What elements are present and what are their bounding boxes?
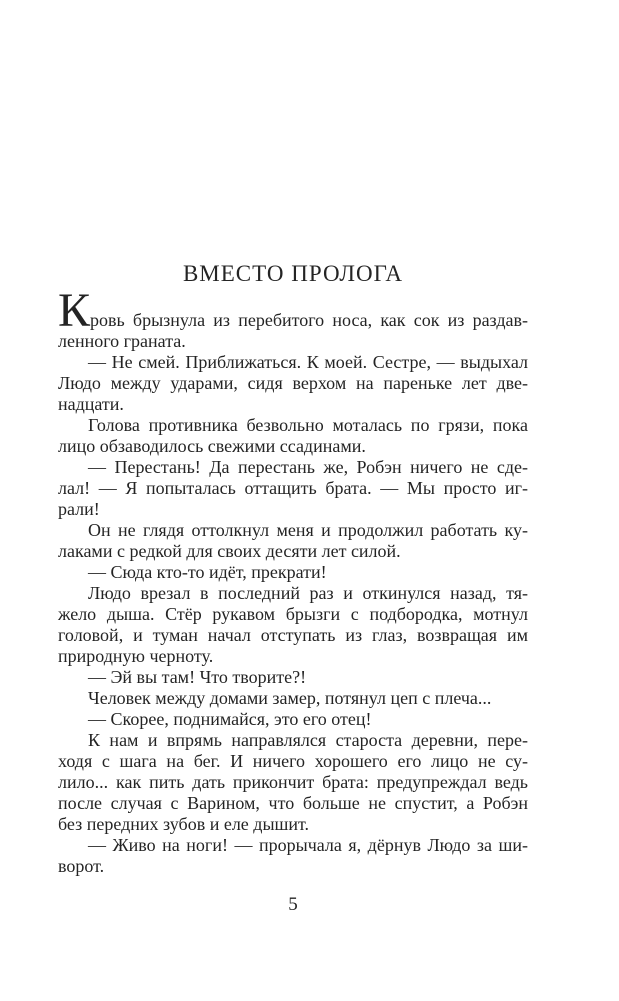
text-line: ходя с шага на бег. И ничего хорошего его лицо не су- <box>58 751 528 771</box>
text-line: Людо между ударами, сидя верхом на пареньке лет две- <box>58 373 528 393</box>
text-line: Человек между домами замер, потянул цеп с плеча... <box>88 688 492 708</box>
text-line: — Эй вы там! Что творите?! <box>88 667 307 687</box>
text-line: — Сюда кто-то идёт, прекрати! <box>88 562 327 582</box>
text-line: Голова противника безвольно моталась по грязи, пока <box>88 415 528 435</box>
text-line: Кровь брызнула из перебитого носа, как сок из раздав- <box>58 284 528 337</box>
text-line: надцати. <box>58 394 124 414</box>
paragraph <box>58 835 528 877</box>
paragraph <box>58 352 528 415</box>
text-line: — Не смей. Приближаться. К моей. Сестре, — выдыхал <box>88 352 528 372</box>
text-line: головой, и туман начал отступать из глаз, возвращая им <box>58 625 528 645</box>
text-line: ворот. <box>58 856 105 876</box>
text-line: после случая с Варином, что больше не спустит, а Робэн <box>58 793 528 813</box>
paragraph <box>58 415 528 457</box>
text-line: природную черноту. <box>58 646 214 666</box>
text-line: лаками с редкой для своих десяти лет силой. <box>58 541 401 561</box>
text-line: лило... как пить дать прикончит брата: предупреждал ведь <box>58 772 528 792</box>
paragraph <box>58 688 528 709</box>
text-line: К нам и впрямь направлялся староста деревни, пере- <box>88 730 528 750</box>
chapter-title: ВМЕСТО ПРОЛОГА <box>182 261 404 286</box>
page-text <box>58 284 528 877</box>
page-number: 5 <box>288 894 298 915</box>
paragraph <box>58 284 528 352</box>
text-line: без передних зубов и еле дышит. <box>58 814 310 834</box>
paragraph <box>58 730 528 835</box>
text-line: жело дыша. Стёр рукавом брызги с подбородка, мотнул <box>58 604 528 624</box>
text-line: лицо обзаводилось свежими ссадинами. <box>58 436 366 456</box>
paragraph <box>58 709 528 730</box>
paragraph <box>58 562 528 583</box>
paragraph <box>58 667 528 688</box>
drop-cap-letter: К <box>58 284 91 337</box>
text-line: — Перестань! Да перестань же, Робэн ничего не сде- <box>88 457 528 477</box>
paragraph <box>58 520 528 562</box>
text-line: — Скорее, поднимайся, это его отец! <box>88 709 372 729</box>
text-line: — Живо на ноги! — прорычала я, дёрнув Людо за ши- <box>88 835 528 855</box>
text-line: ленного граната. <box>58 331 186 351</box>
paragraph <box>58 457 528 520</box>
text-line: лал! — Я попыталась оттащить брата. — Мы просто иг- <box>58 478 528 498</box>
text-line: Людо врезал в последний раз и откинулся назад, тя- <box>88 583 528 603</box>
text-line: Он не глядя оттолкнул меня и продолжил работать ку- <box>88 520 528 540</box>
paragraph <box>58 583 528 667</box>
text-line: рали! <box>58 499 100 519</box>
